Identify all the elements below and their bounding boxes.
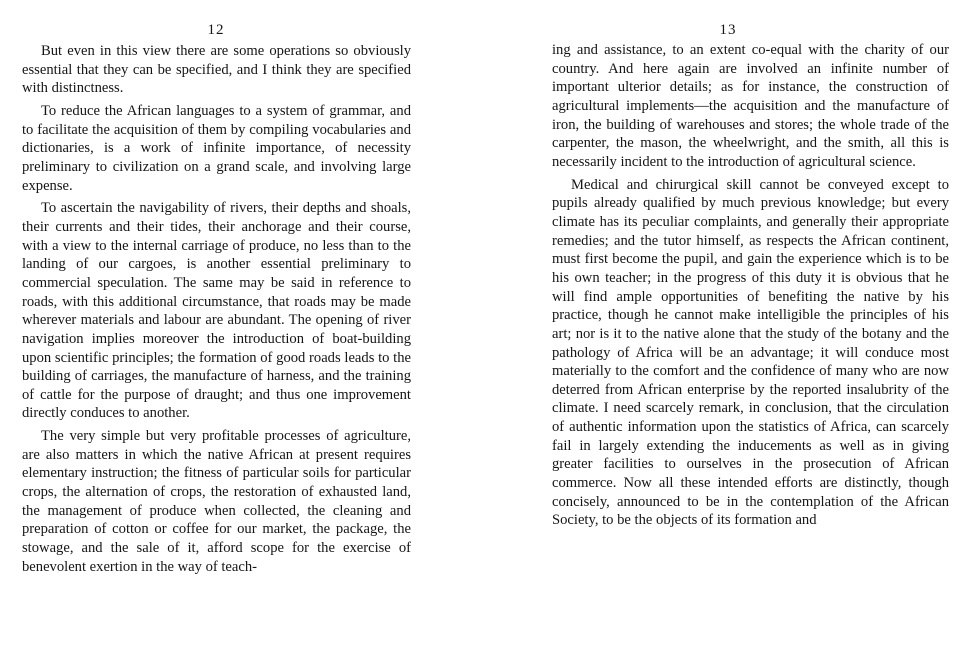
- page-number-left: 12: [207, 22, 225, 38]
- paragraph: But even in this view there are some operations so obviously essential that they can be specified, and I think they are specified with distinctness.: [22, 43, 411, 97]
- paragraph-continued: ing and assistance, to an extent co-equal with the charity of our country. And here again are involved an infinite number of important ulterior details; as for instance, the construction of agricultural implements—the acquisition and the manufacture of iron, the building of warehouses and stores; the whole trade of the carpenter, the mason, the wheelwright, and the smith, all this is necessarily incident to the introduction of agricultural science.: [552, 42, 949, 170]
- paragraph: Medical and chirurgical skill cannot be conveyed except to pupils already qualified by much previous knowledge; but every climate has its peculiar complaints, and generally their appropriate remedies; and the tutor himself, as respects the African continent, must first become the pupil, and gain the experience which is to be his own teacher; in the progress of this duty it is obvious that he will find ample opportunities of benefiting the native by his practice, though he cannot make intelligible the principles of his art; nor is it to the native alone that the study of the botany and the pathology of Africa will be an advantage; it will conduce most materially to the comfort and the confidence of many who are now deterred from African enterprise by the reported insalubrity of the climate. I need scarcely remark, in conclusion, that the circulation of authentic information upon the statistics of Africa, can scarcely fail in largely extending the inducements as well as in giving greater facilities to ourselves in the prosecution of African commerce. Now all these intended efforts are distinctly, though concisely, announced to be in the contemplation of the African Society, to be the objects of its formation and: [552, 176, 949, 529]
- right-page: [490, 0, 980, 666]
- paragraph: The very simple but very profitable processes of agriculture, are also matters in which the native African at present requires elementary instruction; the fitness of particular soils for particular crops, the alternation of crops, the restoration of exhausted land, the management of produce when collected, the cleaning and preparation of cotton or coffee for our market, the package, the stowage, and the sale of it, afford scope for the exercise of benevolent exertion in the way of teach-: [22, 428, 411, 575]
- page-number-right: 13: [719, 22, 737, 38]
- left-page-text: [22, 42, 411, 576]
- paragraph: To reduce the African languages to a system of grammar, and to facilitate the acquisition of them by compiling vocabularies and dictionaries, is a work of infinite importance, of necessity preliminary to civilization on a grand scale, and involving large expense.: [22, 102, 411, 194]
- paragraph: To ascertain the navigability of rivers, their depths and shoals, their currents and their tides, their anchorage and their course, with a view to the internal carriage of produce, no less than to the landing of our cargoes, is another essential preliminary to commercial speculation. The same may be said in reference to roads, with this additional circumstance, that roads may be made wherever materials and labour are abundant. The opening of river navigation implies moreover the introduction of boat-building upon scientific principles; the formation of good roads leads to the building of carriages, the manufacture of harness, and the training of cattle for the purpose of draught; and thus one improvement directly conduces to another.: [22, 200, 411, 422]
- right-page-text: [552, 41, 949, 530]
